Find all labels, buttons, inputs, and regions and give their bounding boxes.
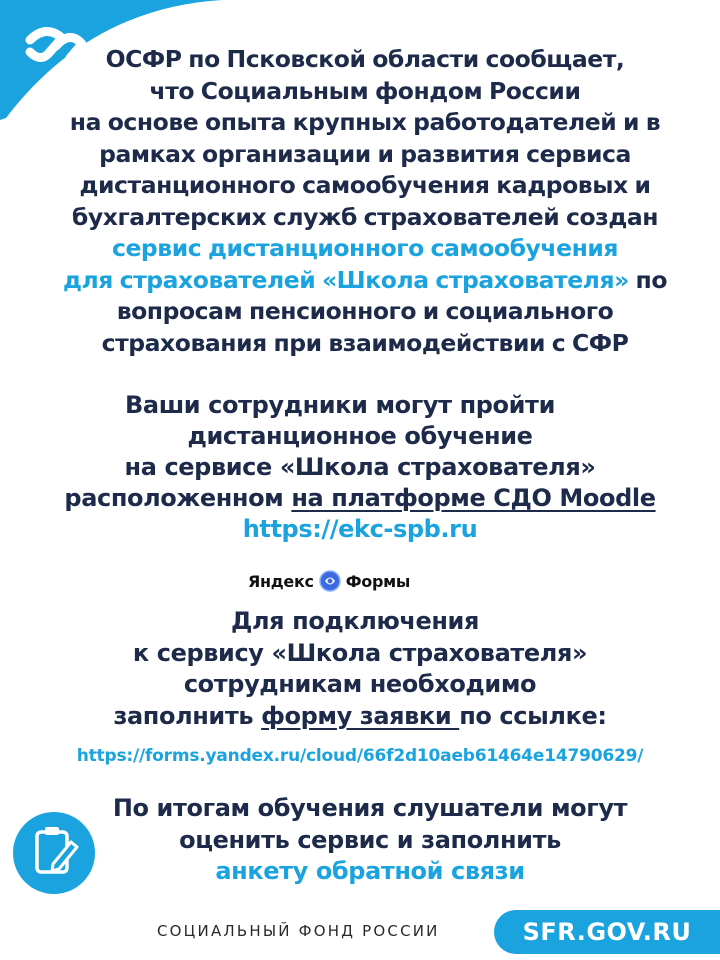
feedback-line: оценить сервис и заполнить [179, 825, 561, 854]
service-name-highlight: сервис дистанционного самообучения [111, 234, 619, 262]
yandex-forms-logo-right: Формы [345, 571, 411, 591]
connect-line-prefix: заполнить [113, 701, 262, 730]
intro-line [0, 265, 720, 297]
yandex-forms-logo-left: Яндекс [248, 571, 314, 591]
connect-line: к сервису «Школа страхователя» [132, 638, 588, 667]
intro-line: на основе опыта крупных работодателей и в [69, 108, 661, 136]
intro-line: ОСФР по Псковской области сообщает, [105, 45, 625, 73]
connect-line-suffix: по ссылке: [459, 701, 607, 730]
employees-line [0, 483, 720, 514]
intro-line-tail: по [628, 265, 668, 294]
intro-line: что Социальным фондом России [149, 76, 581, 105]
employees-line-prefix: расположенном [64, 484, 292, 512]
feedback-line: По итогам обучения слушатели могут [112, 794, 628, 822]
yandex-forms-logo [248, 568, 410, 594]
intro-line: дистанционного самообучения кадровых и [79, 171, 651, 199]
connect-line: Для подключения [231, 607, 479, 635]
clipboard-pen-icon [13, 812, 95, 894]
intro-line: страхования при взаимодействии с СФР [101, 328, 629, 357]
employees-line: дистанционное обучение [187, 422, 533, 450]
employees-line: на сервисе «Школа страхователя» [124, 453, 596, 481]
intro-line: бухгалтерских служб страхователей создан [71, 202, 659, 231]
application-form-link[interactable]: форму заявки [261, 701, 460, 730]
yandex-forms-icon [319, 570, 341, 592]
feedback-survey-link[interactable]: анкету обратной связи [215, 857, 525, 885]
footer-org-name: СОЦИАЛЬНЫЙ ФОНД РОССИИ [157, 922, 440, 940]
connect-paragraph [0, 606, 720, 732]
yandex-form-url-link[interactable]: https://forms.yandex.ru/cloud/66f2d10aeb61464e14790629/ [76, 746, 644, 766]
intro-line: рамках организации и развития сервиса [99, 139, 631, 168]
site-link-badge[interactable]: SFR.GOV.RU [494, 910, 720, 954]
service-name-highlight: для страхователей «Школа страхователя» [62, 265, 629, 294]
employees-line: Ваши сотрудники могут пройти [125, 391, 555, 419]
moodle-platform-link[interactable]: на платформе СДО Moodle [291, 484, 656, 512]
connect-line [0, 701, 720, 733]
intro-line: вопросам пенсионного и социального [116, 297, 614, 325]
feedback-paragraph [0, 793, 720, 888]
connect-line: сотрудникам необходимо [183, 670, 537, 698]
employees-paragraph [0, 390, 720, 545]
intro-paragraph [0, 44, 720, 359]
ekc-url-link[interactable]: https://ekc-spb.ru [242, 515, 478, 543]
